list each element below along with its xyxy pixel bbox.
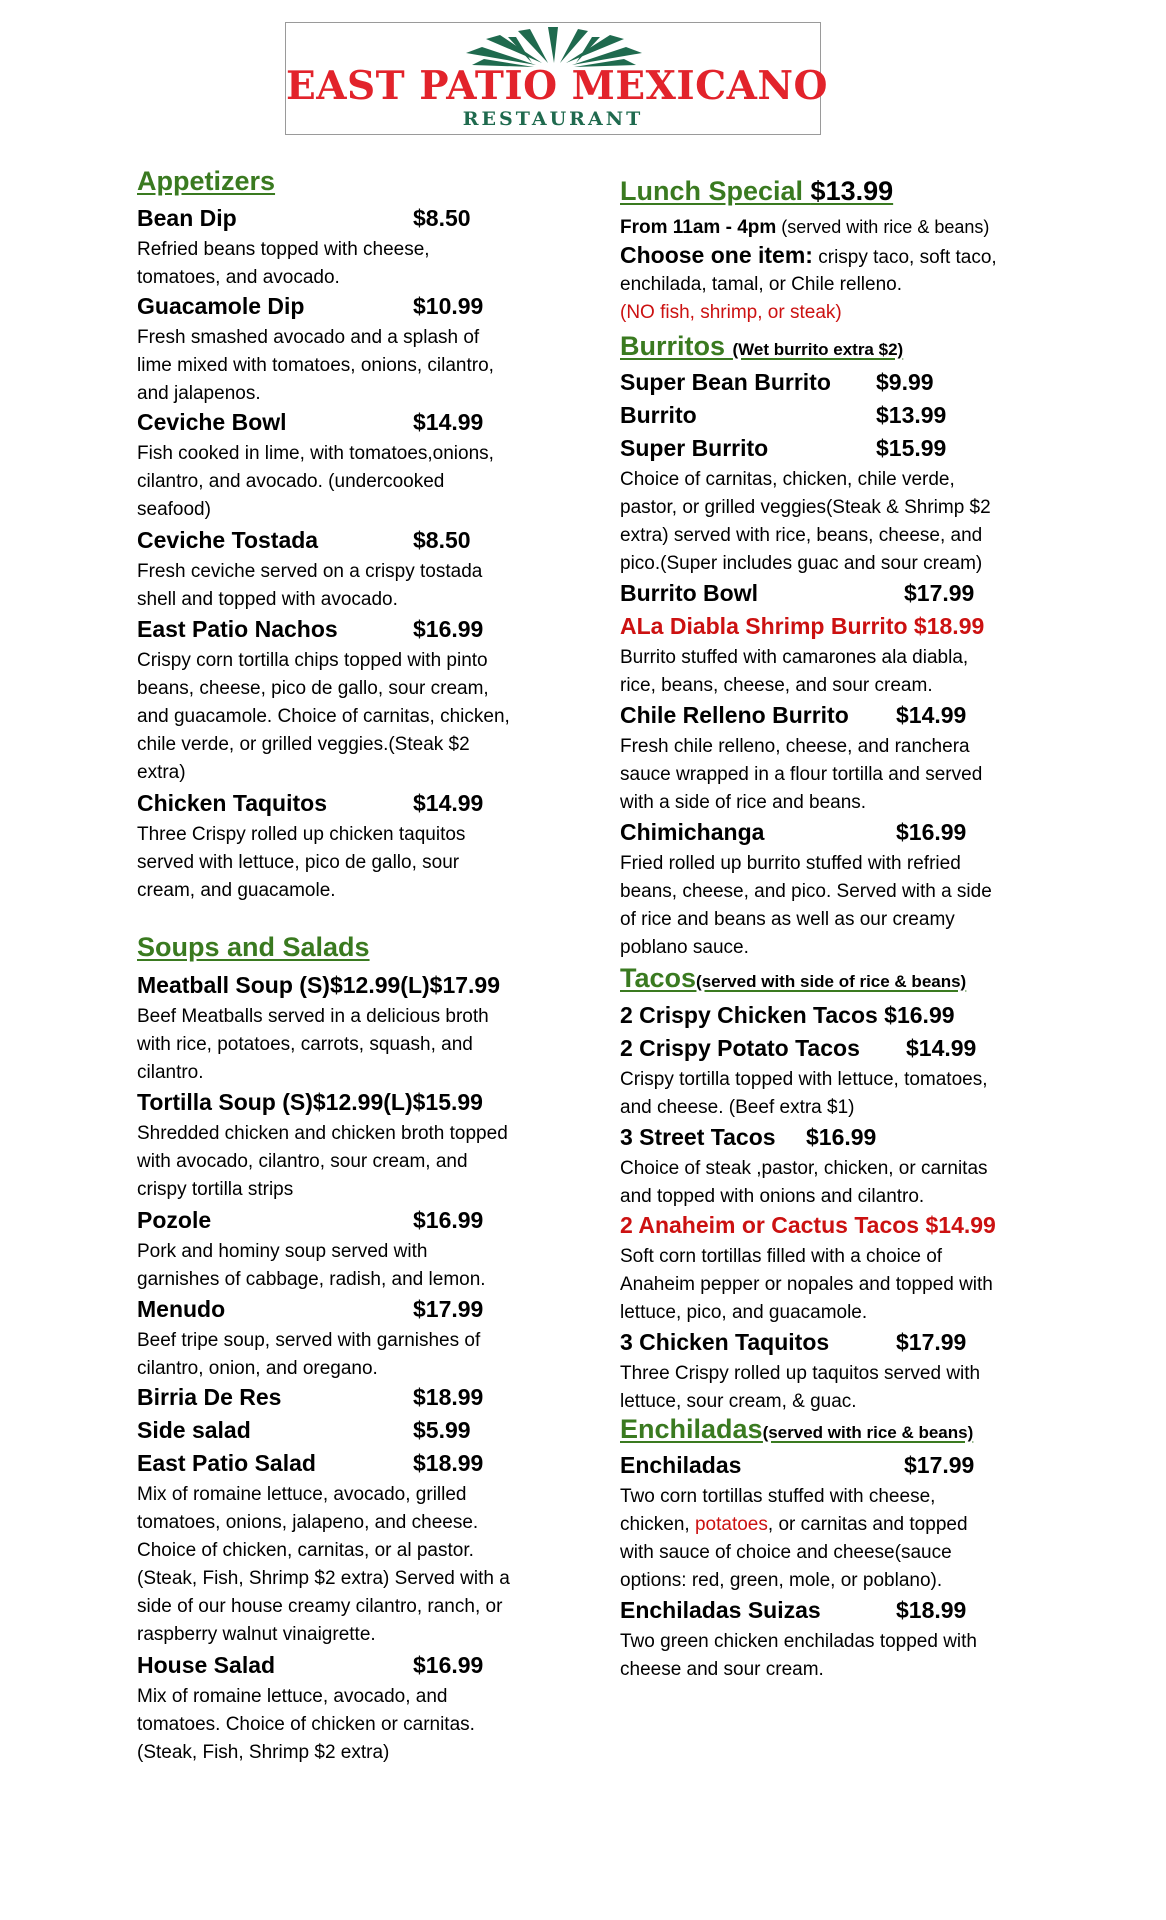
menu-item-ala-diabla-shrimp-burrito: ALa Diabla Shrimp Burrito $18.99: [620, 613, 985, 639]
item-description: Fish cooked in lime, with tomatoes,onions, cilantro, and avocado. (undercooked seafood): [137, 443, 494, 520]
lunch-special-heading: Lunch Special $13.99: [620, 176, 894, 206]
lunch-hours: From 11am - 4pm (served with rice & beans): [620, 217, 990, 238]
menu-item-tortilla-soup: Tortilla Soup (S)$12.99(L)$15.99: [137, 1089, 483, 1115]
menu-item-menudo: Menudo $17.99: [137, 1296, 484, 1322]
item-description: Soft corn tortillas filled with a choice of Anaheim pepper or nopales and topped with lettuce, pico, and guacamole.: [620, 1246, 993, 1323]
menu-item-bean-dip: Bean Dip $8.50: [137, 205, 471, 231]
menu-item-east-patio-nachos: East Patio Nachos $16.99: [137, 616, 484, 642]
menu-item-crispy-chicken-tacos: 2 Crispy Chicken Tacos $16.99: [620, 1002, 955, 1028]
menu-item-chicken-taquitos: Chicken Taquitos $14.99: [137, 790, 484, 816]
lunch-exclusion-note: (NO fish, shrimp, or steak): [620, 302, 842, 323]
menu-item-chile-relleno-burrito: Chile Relleno Burrito $14.99: [620, 702, 967, 728]
logo-subtitle: RESTAURANT: [462, 108, 644, 130]
menu-item-east-patio-salad: East Patio Salad $18.99: [137, 1450, 484, 1476]
menu-item-super-bean-burrito: Super Bean Burrito $9.99: [620, 369, 934, 395]
appetizers-heading: Appetizers: [137, 166, 276, 196]
menu-item-birria-de-res: Birria De Res $18.99: [137, 1384, 484, 1410]
item-description: Fresh smashed avocado and a splash of lime mixed with tomatoes, onions, cilantro, and jalapenos.: [137, 327, 494, 404]
menu-item-enchiladas-suizas: Enchiladas Suizas $18.99: [620, 1597, 967, 1623]
menu-item-pozole: Pozole $16.99: [137, 1207, 484, 1233]
restaurant-logo: [285, 22, 828, 135]
lunch-options: enchilada, tamal, or Chile relleno.: [620, 274, 902, 295]
menu-item-side-salad: Side salad $5.99: [137, 1417, 471, 1443]
item-description: Three Crispy rolled up chicken taquitos served with lettuce, pico de gallo, sour cream, and guacamole.: [137, 824, 466, 901]
lunch-special-price: $13.99: [810, 176, 894, 206]
menu-item-burrito-bowl: Burrito Bowl $17.99: [620, 580, 975, 606]
menu-item-chimichanga: Chimichanga $16.99: [620, 819, 967, 845]
item-description: Fresh ceviche served on a crispy tostada shell and topped with avocado.: [137, 561, 483, 610]
menu-item-meatball-soup: Meatball Soup (S)$12.99(L)$17.99: [137, 972, 501, 998]
item-description: Beef tripe soup, served with garnishes of cilantro, onion, and oregano.: [137, 1330, 481, 1379]
menu-item-house-salad: House Salad $16.99: [137, 1652, 484, 1678]
menu-item-ceviche-tostada: Ceviche Tostada $8.50: [137, 527, 471, 553]
agave-icon: [466, 27, 642, 67]
item-description: Three Crispy rolled up taquitos served with lettuce, sour cream, & guac.: [620, 1363, 981, 1412]
item-description: Mix of romaine lettuce, avocado, grilled tomatoes, onions, jalapeno, and cheese. Choice of chicken, carnitas, or al pastor. (Steak, Fish, Shrimp $2 extra) Served with a side of our house creamy cilantro, ranch, or raspberry walnut vinaigrette.: [137, 1484, 510, 1645]
item-description: Burrito stuffed with camarones ala diabla, rice, beans, cheese, and sour cream.: [620, 647, 969, 696]
tacos-heading: Tacos(served with side of rice & beans): [620, 963, 967, 993]
menu-item-ceviche-bowl: Ceviche Bowl $14.99: [137, 409, 484, 435]
menu-item-burrito: Burrito $13.99: [620, 402, 947, 428]
menu-item-chicken-taquitos: 3 Chicken Taquitos $17.99: [620, 1329, 967, 1355]
burritos-heading: Burritos (Wet burrito extra $2): [620, 331, 904, 361]
menu-item-super-burrito: Super Burrito $15.99: [620, 435, 947, 461]
item-description: Two corn tortillas stuffed with cheese, chicken, potatoes, or carnitas and topped with sauce of choice and cheese(sauce options: red, green, mole, or poblano).: [620, 1486, 968, 1591]
enchiladas-heading: Enchiladas(served with rice & beans): [620, 1414, 974, 1444]
item-description: Choice of steak ,pastor, chicken, or carnitas and topped with onions and cilantro.: [620, 1158, 988, 1207]
lunch-choose-line: Choose one item: crispy taco, soft taco,: [620, 242, 997, 268]
item-description: Fresh chile relleno, cheese, and ranchera sauce wrapped in a flour tortilla and served with a side of rice and beans.: [620, 736, 983, 813]
menu-item-enchiladas: Enchiladas $17.99: [620, 1452, 975, 1478]
logo-name: EAST PATIO MEXICANO: [286, 63, 828, 109]
menu-item-anaheim-cactus-tacos: 2 Anaheim or Cactus Tacos $14.99: [620, 1212, 996, 1238]
menu-item-guacamole-dip: Guacamole Dip $10.99: [137, 293, 484, 319]
item-description: Crispy corn tortilla chips topped with pinto beans, cheese, pico de gallo, sour cream, and guacamole. Choice of carnitas, chicken, chile verde, or grilled veggies.(Steak $2 extra): [137, 650, 510, 783]
item-description: Pork and hominy soup served with garnishes of cabbage, radish, and lemon.: [137, 1241, 486, 1290]
item-description: Two green chicken enchiladas topped with cheese and sour cream.: [620, 1631, 978, 1680]
item-description: Mix of romaine lettuce, avocado, and tomatoes. Choice of chicken or carnitas. (Steak, Fish, Shrimp $2 extra): [137, 1686, 475, 1763]
item-description: Choice of carnitas, chicken, chile verde, pastor, or grilled veggies(Steak & Shrimp $2 extra) served with rice, beans, cheese, and pico.(Super includes guac and sour cream): [620, 469, 991, 574]
item-description: Beef Meatballs served in a delicious broth with rice, potatoes, carrots, squash, and cilantro.: [137, 1006, 489, 1083]
soups-salads-heading: Soups and Salads: [137, 932, 370, 962]
item-description: Shredded chicken and chicken broth topped with avocado, cilantro, sour cream, and crispy tortilla strips: [137, 1123, 508, 1200]
item-description: Crispy tortilla topped with lettuce, tomatoes, and cheese. (Beef extra $1): [620, 1069, 988, 1118]
menu-item-street-tacos: 3 Street Tacos $16.99: [620, 1124, 877, 1150]
item-description: Fried rolled up burrito stuffed with refried beans, cheese, and pico. Served with a side of rice and beans as well as our creamy poblano sauce.: [620, 853, 992, 958]
menu-item-crispy-potato-tacos: 2 Crispy Potato Tacos $14.99: [620, 1035, 977, 1061]
item-description: Refried beans topped with cheese, tomatoes, and avocado.: [137, 239, 430, 288]
